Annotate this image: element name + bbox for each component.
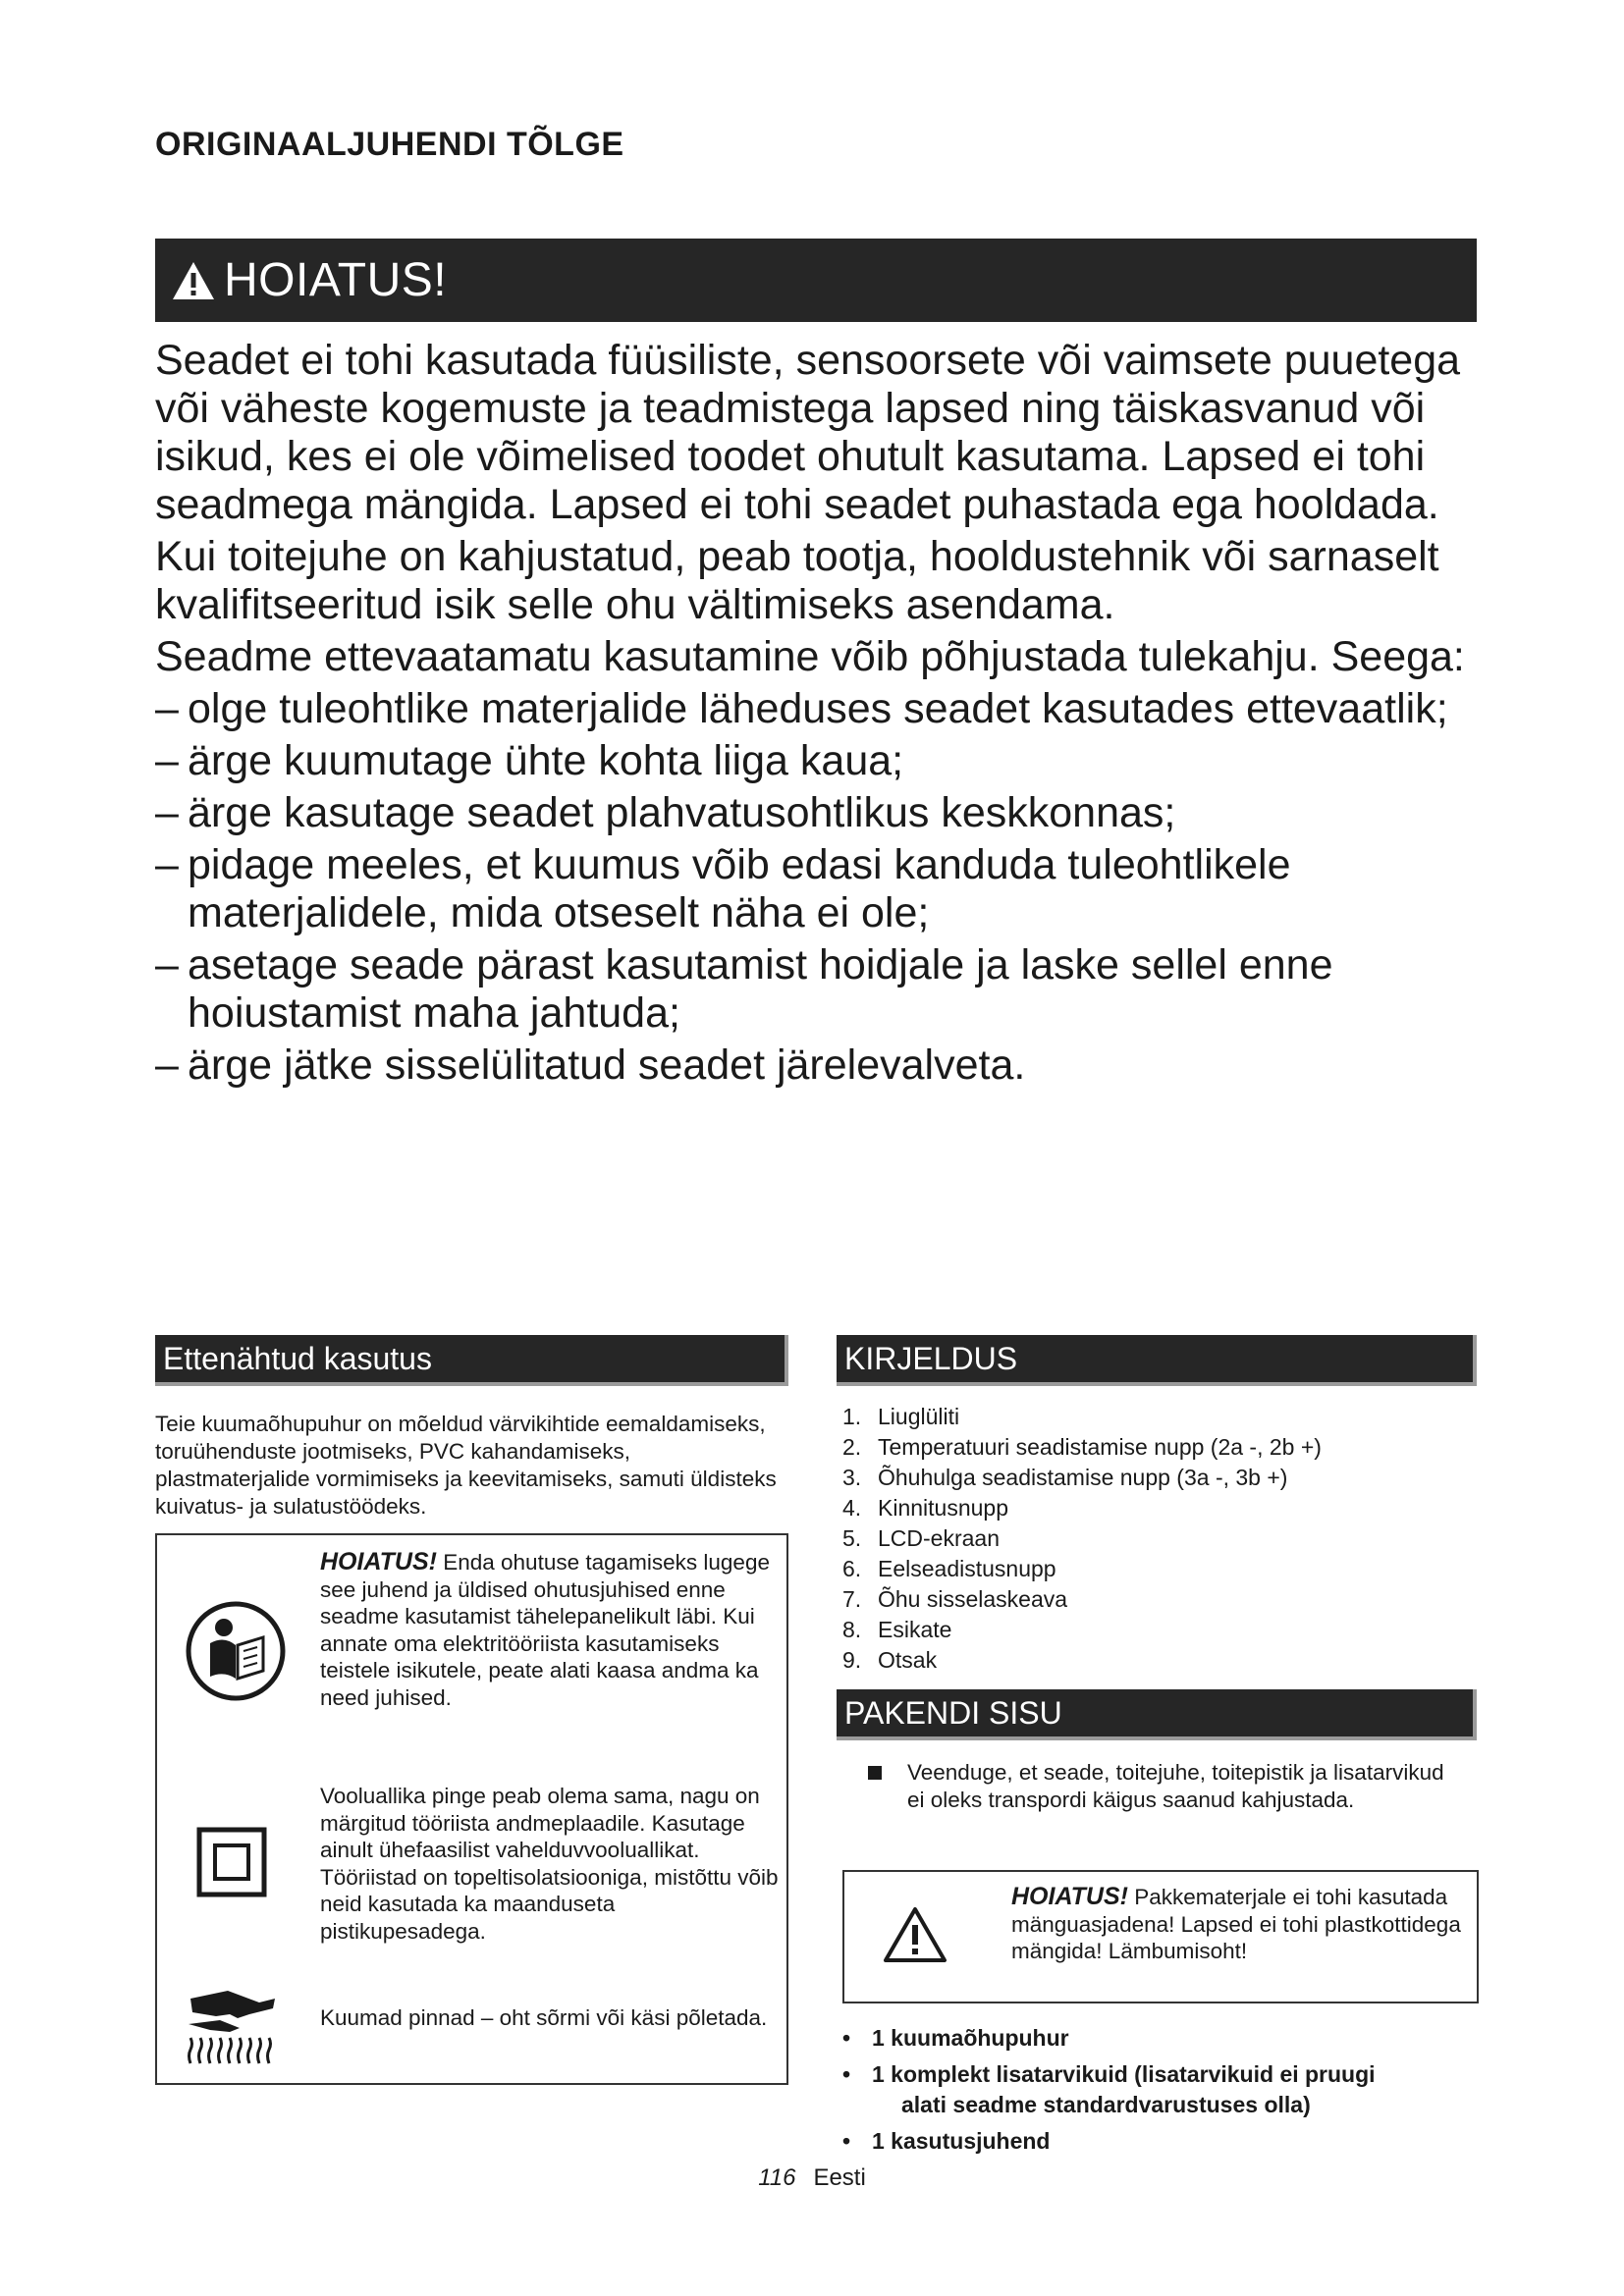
page-number: 116 [758,2164,796,2191]
description-heading [837,1335,1477,1386]
list-item-text: alati seadme standardvarustuses olla) [901,2092,1311,2117]
list-item [842,1432,1481,1463]
square-bullet-icon [868,1766,882,1780]
item-number: 4. [842,1495,862,1521]
item-text: Esikate [878,1617,952,1642]
item-text: Temperatuuri seadistamise nupp (2a -, 2b +) [878,1434,1322,1460]
package-contents-list [842,2024,1481,2163]
safety-symbols-box [155,1533,788,2085]
intended-use-heading-text: Ettenähtud kasutus [163,1340,432,1376]
warning-bullet: – pidage meeles, et kuumus võib edasi kanduda tuleohtlikele materjalidele, mida otseselt näha ei ole; [155,841,1490,937]
warning-paragraph: Kui toitejuhe on kahjustatud, peab tootja, hooldustehnik või sarnaselt kvalifitseeritud isik selle ohu vältimiseks asendama. [155,533,1439,628]
item-number: 5. [842,1525,862,1551]
intended-use-heading [155,1335,788,1386]
packaging-warning-box [842,1870,1479,2003]
symbol-text-manual [320,1549,782,1711]
list-item: • 1 kuumaõhupuhur [842,2024,1481,2053]
item-text: LCD-ekraan [878,1525,1000,1551]
list-item [842,1584,1481,1615]
list-item: • 1 kasutusjuhend [842,2127,1481,2156]
warning-banner-label: HOIATUS! [224,254,448,306]
symbol-text-hot-surface: Kuumad pinnad – oht sõrmi või käsi põletada. [320,2005,768,2030]
intended-use-text: Teie kuumaõhupuhur on mõeldud värvikihtide eemaldamiseks, toruühenduste jootmiseks, PVC kahandamiseks, plastmaterjalide vormimiseks ja keevitamiseks, samuti üldisteks kuivatus- ja sulatustöödeks. [155,1412,777,1519]
item-number: 7. [842,1586,862,1612]
warning-bullet: – ärge kasutage seadet plahvatusohtlikus keskkonnas; [155,789,1490,837]
item-text: Kinnitusnupp [878,1495,1008,1521]
packaging-warning-text [1011,1884,1463,1965]
list-item [842,1402,1481,1432]
warning-bullet: – olge tuleohtlike materjalide läheduses seadet kasutades ettevaatlik; [155,685,1490,733]
list-item [842,1463,1481,1493]
warning-description: Pakkematerjale ei tohi kasutada mänguasjadena! Lapsed ei tohi plastkottidega mängida! Lämbumisoht! [1011,1885,1461,1963]
read-manual-icon [185,1600,287,1702]
item-number: 1. [842,1404,862,1429]
warning-triangle-icon [882,1905,948,1964]
description-heading-text: KIRJELDUS [844,1340,1018,1376]
list-item [842,1554,1481,1584]
warning-bullet: – ärge kuumutage ühte kohta liiga kaua; [155,737,1490,785]
package-note-text: Veenduge, et seade, toitejuhe, toitepistik ja lisatarvikud ei oleks transpordi käigus saanud kahjustada. [907,1760,1444,1812]
item-text: Õhuhulga seadistamise nupp (3a -, 3b +) [878,1465,1288,1490]
warning-bullet-list [155,685,1490,1090]
warning-banner [155,239,1477,322]
warning-paragraph: Seadet ei tohi kasutada füüsiliste, sensoorsete või vaimsete puuetega või väheste kogemuste ja teadmistega lapsed ning täiskasvanud või isikud, kes ei ole võimelised toodet ohutult kasutama. Lapsed ei tohi seadmega mängida. Lapsed ei tohi seadet puhastada ega hooldada. [155,337,1461,528]
warning-triangle-icon [171,260,216,301]
description-list [842,1402,1481,1676]
list-item-text: 1 komplekt lisatarvikuid (lisatarvikuid ei pruugi [872,2061,1376,2087]
package-heading-text: PAKENDI SISU [844,1694,1062,1731]
item-text: Otsak [878,1647,938,1673]
list-item [842,1523,1481,1554]
item-number: 3. [842,1465,862,1490]
item-text: Õhu sisselaskeava [878,1586,1068,1612]
document-title: ORIGINAALJUHENDI TÕLGE [155,126,624,163]
item-number: 9. [842,1647,862,1673]
item-text: Eelseadistusnupp [878,1556,1056,1581]
list-item [842,1493,1481,1523]
page-footer [0,2164,1624,2192]
warning-bullet: – ärge jätke sisselülitatud seadet järelevalveta. [155,1041,1490,1090]
item-number: 8. [842,1617,862,1642]
symbol-text-insulation: Vooluallika pinge peab olema sama, nagu on märgitud tööriista andmeplaadile. Kasutage ainult ühefaasilist vahelduvvooluallikat. Tööriistad on topeltisolatsiooniga, mistõttu võib neid kasutada ka maanduseta pistikupesadega. [320,1784,779,1944]
item-number: 2. [842,1434,862,1460]
symbol-description: Enda ohutuse tagamiseks lugege see juhend ja üldised ohutusjuhised enne seadme kasutamist tähelepanelikult läbi. Kui annate oma elektritööriista kasutamiseks teistele isikutele, peate alati kaasa andma ka need juhised. [320,1550,770,1710]
hoiatus-label: HOIATUS! [1011,1883,1128,1910]
package-note [874,1759,1463,1814]
list-item-continuation [842,2091,1481,2119]
double-insulation-icon [196,1827,267,1897]
list-item [842,1645,1481,1676]
hot-surface-icon [181,1985,279,2065]
warning-bullet: – asetage seade pärast kasutamist hoidjale ja laske sellel enne hoiustamist maha jahtuda; [155,941,1490,1038]
footer-language: Eesti [813,2164,866,2191]
item-text: Liuglüliti [878,1404,960,1429]
list-item [842,2060,1481,2089]
main-warning-text [155,337,1490,1094]
hoiatus-label: HOIATUS! [320,1548,437,1575]
warning-paragraph: Seadme ettevaatamatu kasutamine võib põhjustada tulekahju. Seega: [155,633,1465,680]
list-item [842,1615,1481,1645]
item-number: 6. [842,1556,862,1581]
package-contents-heading [837,1689,1477,1740]
